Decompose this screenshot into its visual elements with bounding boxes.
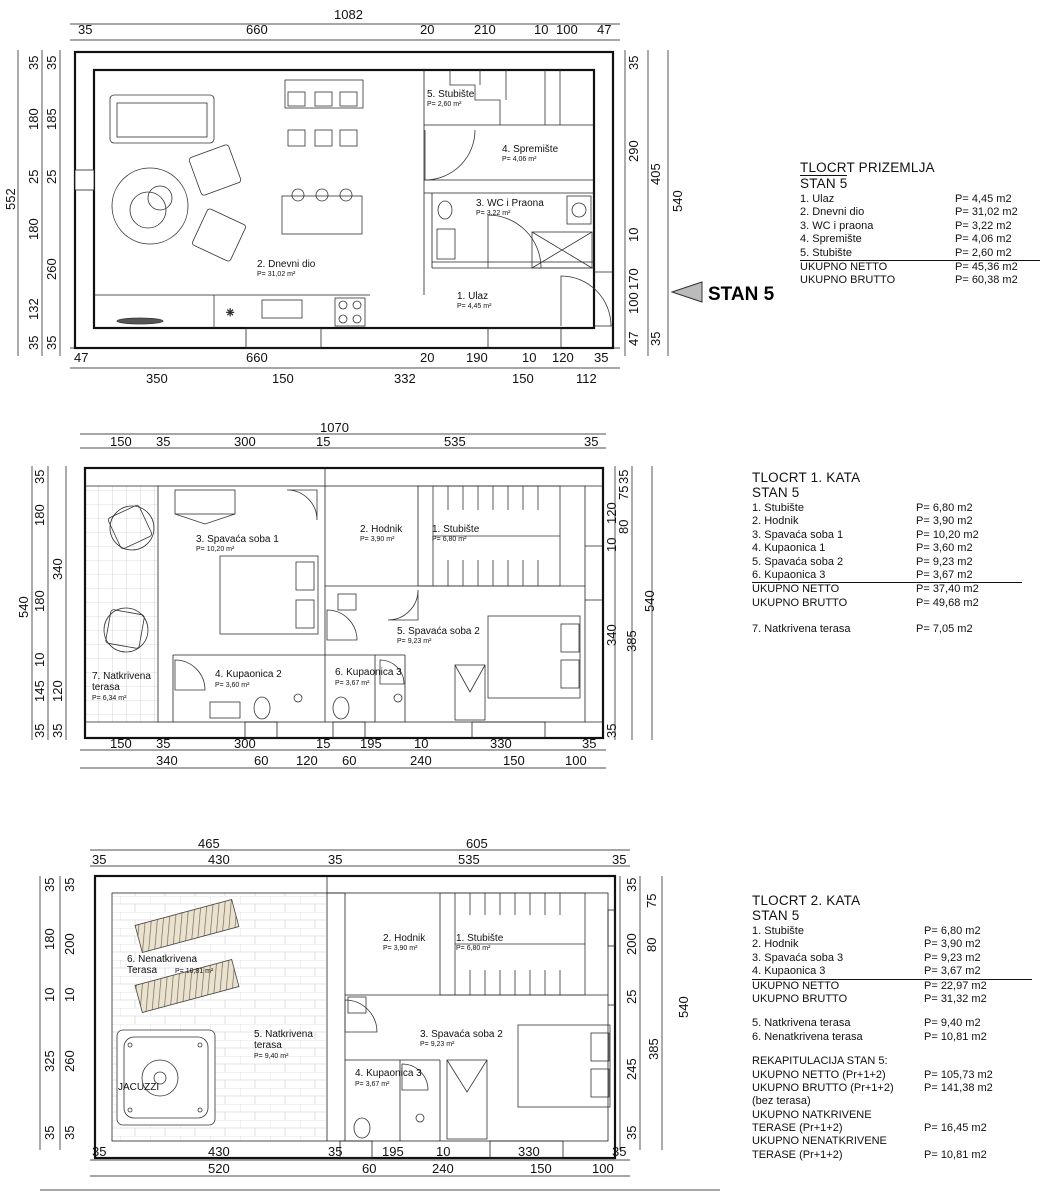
dim-text: 465 (198, 836, 220, 851)
dim-text: 10 (604, 537, 619, 552)
dim-text: 35 (44, 55, 59, 70)
dim-text: 10 (626, 227, 641, 242)
room-area: P= 4,06 m² (502, 156, 537, 163)
dim-text: 325 (42, 1050, 57, 1072)
room-area: P= 4,45 m² (457, 303, 492, 310)
dim-text: 180 (32, 590, 47, 612)
row-value: P= 9,23 m2 (924, 951, 981, 964)
dim-text: 120 (296, 753, 318, 768)
dim-text: 300 (234, 434, 256, 449)
row-value: P= 3,67 m2 (916, 568, 973, 581)
table-row (752, 1069, 1032, 1082)
row-value: P= 4,45 m2 (955, 193, 1012, 205)
row-label: 5. Stubište (800, 246, 852, 259)
table-title: TLOCRT PRIZEMLJA (800, 160, 935, 175)
room-area: P= 6,34 m² (92, 695, 127, 702)
dim-text: 150 (110, 434, 132, 449)
dim-text: 240 (432, 1161, 454, 1176)
table-row (800, 233, 1040, 246)
room-area: P= 9,23 m² (420, 1041, 455, 1048)
room-area: P= 3,90 m² (383, 945, 418, 952)
row-value: P= 49,68 m2 (916, 596, 979, 609)
table-row (752, 502, 1022, 515)
svg-text:✳: ✳ (226, 308, 235, 319)
dim-text: 1082 (334, 7, 363, 22)
row-value: P= 6,80 m2 (924, 925, 981, 937)
dim-text: 80 (616, 519, 631, 534)
dim-text: 35 (62, 877, 77, 892)
room-area: P= 3,67 m² (335, 680, 370, 687)
row-label: 7. Natkrivena terasa (752, 623, 851, 636)
row-value: P= 45,36 m2 (955, 260, 1018, 273)
row-value: P= 141,38 m2 (924, 1081, 993, 1094)
row-value: P= 105,73 m2 (924, 1068, 993, 1081)
dim-text: 35 (44, 335, 59, 350)
dim-text: 10 (32, 652, 47, 667)
table-title: TLOCRT 1. KATA (752, 470, 861, 485)
dim-text: 100 (565, 753, 587, 768)
table-row (800, 274, 1040, 287)
first-floor-plan (16, 420, 657, 768)
table-row (752, 965, 1032, 979)
dim-text: 25 (26, 169, 41, 184)
dim-text: 340 (50, 558, 65, 580)
dim-text: 540 (676, 996, 691, 1018)
row-label: 1. Ulaz (800, 193, 835, 205)
room-area: P= 6,80 m² (432, 536, 467, 543)
row-value: P= 2,60 m2 (955, 246, 1012, 259)
dim-text: 385 (624, 630, 639, 652)
dim-text: 10 (534, 22, 549, 37)
dim-text: 35 (78, 22, 93, 37)
room-name: 2. Dnevni dio (257, 259, 316, 270)
entry-arrow-icon (672, 282, 702, 302)
row-label: TERASE (Pr+1+2) (752, 1148, 843, 1161)
dim-text: 35 (582, 736, 597, 751)
room-name: 5. Stubište (427, 89, 475, 100)
table-row (752, 993, 1032, 1006)
row-label: 1. Stubište (752, 925, 804, 937)
row-label: 4. Kupaonica 1 (752, 542, 826, 555)
dim-text: 35 (26, 335, 41, 350)
dim-text: 195 (382, 1144, 404, 1159)
dim-text: 47 (74, 350, 89, 365)
row-label: UKUPNO BRUTTO (752, 596, 848, 609)
dim-text: 210 (474, 22, 496, 37)
dim-text: 200 (624, 933, 639, 955)
dim-text: 1070 (320, 420, 349, 435)
dim-text: 190 (466, 350, 488, 365)
dim-text: 120 (552, 350, 574, 365)
table-row (800, 261, 1040, 274)
room-area: P= 9,40 m² (254, 1053, 289, 1060)
dim-text: 120 (50, 680, 65, 702)
dim-text: 35 (612, 852, 627, 867)
dim-text: 660 (246, 350, 268, 365)
table-row (752, 556, 1022, 569)
room-name: 5. Spavaća soba 2 (397, 626, 480, 637)
room-name: 1. Stubište (432, 524, 480, 535)
row-value: P= 4,06 m2 (955, 233, 1012, 246)
table-row (800, 193, 1040, 206)
dim-text: 200 (62, 933, 77, 955)
dim-text: 47 (626, 331, 641, 346)
row-value: P= 10,20 m2 (916, 528, 979, 541)
dim-text: 385 (646, 1038, 661, 1060)
dim-text: 540 (642, 590, 657, 612)
dim-text: 330 (490, 736, 512, 751)
row-label: 5. Spavaća soba 2 (752, 555, 844, 568)
dim-text: 150 (503, 753, 525, 768)
entry-label: STAN 5 (708, 284, 775, 305)
room-name: 1. Stubište (456, 933, 504, 944)
dim-text: 20 (420, 350, 435, 365)
dim-text: 240 (410, 753, 432, 768)
table-row (752, 583, 1022, 596)
table-subtitle: STAN 5 (752, 485, 800, 500)
first-area-table (752, 470, 1022, 637)
dim-text: 35 (624, 1125, 639, 1140)
room-name: 4. Spremište (502, 144, 559, 155)
dim-text: 35 (612, 1144, 627, 1159)
second-stairs (440, 893, 585, 995)
dim-text: 35 (616, 469, 631, 484)
dim-text: 25 (44, 169, 59, 184)
dim-text: 605 (466, 836, 488, 851)
table-row (800, 206, 1040, 219)
room-area: P= 9,23 m² (397, 638, 432, 645)
dim-text: 100 (626, 292, 641, 314)
room-area: P= 10,20 m² (196, 546, 235, 553)
row-value: P= 10,81 m2 (924, 1030, 987, 1043)
dim-text: 15 (316, 736, 331, 751)
second-floor-plan (40, 836, 720, 1190)
dim-text: 60 (342, 753, 357, 768)
row-value: P= 7,05 m2 (916, 623, 973, 636)
row-label: UKUPNO NETTO (752, 979, 840, 992)
table-row (752, 1109, 1032, 1122)
dim-text: 10 (522, 350, 537, 365)
room-name: 6. Kupaonica 3 (335, 667, 402, 678)
row-value: P= 31,32 m2 (924, 992, 987, 1005)
dim-text: 35 (648, 331, 663, 346)
dim-text: 120 (604, 502, 619, 524)
dim-text: 405 (648, 163, 663, 185)
ground-area-table (800, 160, 1040, 288)
dim-text: 520 (208, 1161, 230, 1176)
row-label: 6. Kupaonica 3 (752, 568, 826, 581)
row-label: UKUPNO NETTO (Pr+1+2) (752, 1068, 886, 1081)
row-label: 4. Kupaonica 3 (752, 965, 826, 978)
dim-text: 35 (32, 469, 47, 484)
table-row (752, 569, 1022, 583)
room-name: 5. Natkrivena (254, 1029, 313, 1040)
row-label: UKUPNO NETTO (752, 583, 840, 596)
dim-text: 20 (420, 22, 435, 37)
dim-text: 35 (42, 877, 57, 892)
table-row (752, 925, 1032, 938)
row-label: 2. Dnevni dio (800, 206, 865, 219)
dim-text: 150 (530, 1161, 552, 1176)
row-value: P= 9,23 m2 (916, 555, 973, 568)
dim-text: 290 (626, 140, 641, 162)
row-label: 4. Spremište (800, 233, 862, 246)
table-row (752, 542, 1022, 555)
row-value: P= 31,02 m2 (955, 206, 1018, 219)
dim-text: 35 (32, 723, 47, 738)
table-row (752, 529, 1022, 542)
dim-text: 245 (624, 1058, 639, 1080)
dim-text: 35 (92, 852, 107, 867)
dim-text: 340 (604, 624, 619, 646)
dim-text: 35 (62, 1125, 77, 1140)
row-label: (bez terasa) (752, 1095, 811, 1108)
dim-text: 540 (670, 190, 685, 212)
room-name-line2: terasa (254, 1040, 282, 1051)
table-row (752, 938, 1032, 951)
room-area: P= 3,67 m² (355, 1081, 390, 1088)
dim-text: 10 (436, 1144, 451, 1159)
dim-text: 35 (42, 1125, 57, 1140)
table-row (752, 952, 1032, 965)
room-area: P= 3,22 m² (476, 210, 511, 217)
dim-text: 180 (32, 504, 47, 526)
row-label: UKUPNO BRUTTO (752, 992, 848, 1005)
table-subtitle: STAN 5 (752, 908, 800, 923)
dim-text: 80 (644, 937, 659, 952)
table-row (752, 980, 1032, 993)
dim-text: 100 (592, 1161, 614, 1176)
table-row (752, 1135, 1032, 1148)
dim-text: 35 (156, 434, 171, 449)
row-value: P= 16,45 m2 (924, 1122, 987, 1135)
dim-text: 180 (42, 928, 57, 950)
second-area-table (752, 893, 1032, 1162)
dim-text: 350 (146, 371, 168, 386)
dim-text: 10 (42, 987, 57, 1002)
dim-text: 260 (62, 1050, 77, 1072)
row-label: 3. Spavaća soba 3 (752, 951, 844, 964)
row-label: 2. Hodnik (752, 515, 799, 528)
row-value: P= 3,60 m2 (916, 542, 973, 555)
dim-text: 60 (362, 1161, 377, 1176)
dim-text: 25 (624, 989, 639, 1004)
dim-text: 430 (208, 852, 230, 867)
dim-text: 35 (604, 723, 619, 738)
dim-text: 100 (556, 22, 578, 37)
dim-text: 540 (16, 596, 31, 618)
row-value: P= 3,90 m2 (916, 515, 973, 528)
row-label: UKUPNO NETTO (800, 260, 888, 273)
dim-text: 330 (518, 1144, 540, 1159)
room-name: 7. Natkrivena (92, 671, 151, 682)
table-row (752, 1017, 1032, 1030)
table-row (800, 247, 1040, 261)
table-row (800, 220, 1040, 233)
row-value: P= 6,80 m2 (916, 502, 973, 514)
row-label: UKUPNO NENATKRIVENE (752, 1135, 887, 1148)
room-name: 2. Hodnik (383, 933, 426, 944)
dim-text: 340 (156, 753, 178, 768)
room-name: 6. Nenatkrivena (127, 954, 198, 965)
table-row (752, 597, 1022, 610)
dim-text: 660 (246, 22, 268, 37)
dim-text: 10 (62, 987, 77, 1002)
table-row (752, 1149, 1032, 1162)
row-label: REKAPITULACIJA STAN 5: (752, 1055, 888, 1068)
row-value: P= 22,97 m2 (924, 979, 987, 992)
dim-text: 150 (272, 371, 294, 386)
table-row (752, 623, 1022, 636)
table-row (752, 1122, 1032, 1135)
table-subtitle: STAN 5 (800, 176, 848, 191)
dim-text: 300 (234, 736, 256, 751)
dim-text: 15 (316, 434, 331, 449)
dim-text: 112 (576, 371, 597, 386)
dim-text: 10 (414, 736, 429, 751)
room-area: P= 3,60 m² (215, 682, 250, 689)
row-label: 5. Natkrivena terasa (752, 1017, 851, 1030)
row-value: P= 37,40 m2 (916, 583, 979, 596)
table-row (752, 515, 1022, 528)
dim-text: 145 (32, 680, 47, 702)
dim-text: 185 (44, 108, 59, 130)
room-area: P= 3,90 m² (360, 536, 395, 543)
dim-text: 535 (458, 852, 480, 867)
dim-text: 132 (26, 298, 41, 320)
table-row (752, 1055, 1032, 1068)
row-label: 3. WC i praona (800, 219, 874, 232)
row-value: P= 10,81 m2 (924, 1148, 987, 1161)
row-value: P= 60,38 m2 (955, 274, 1018, 287)
row-value: P= 9,40 m2 (924, 1017, 981, 1030)
table-title: TLOCRT 2. KATA (752, 893, 861, 908)
dim-text: 35 (92, 1144, 107, 1159)
row-label: 1. Stubište (752, 502, 804, 514)
room-name: 1. Ulaz (457, 291, 489, 302)
dim-text: 430 (208, 1144, 230, 1159)
dim-text: 60 (254, 753, 269, 768)
room-area: P= 2,60 m² (427, 101, 462, 108)
room-name: 3. Spavaća soba 1 (196, 534, 279, 545)
table-row (752, 1031, 1032, 1044)
room-name: 3. Spavaća soba 2 (420, 1029, 503, 1040)
ground-dimension-texts (3, 7, 685, 386)
dim-text: 332 (394, 371, 416, 386)
room-name-line2: Terasa (127, 965, 158, 976)
dim-text: 35 (624, 877, 639, 892)
dim-text: 47 (597, 22, 612, 37)
dim-text: 35 (328, 852, 343, 867)
dim-text: 180 (26, 218, 41, 240)
table-row (752, 1082, 1032, 1095)
room-name: 3. WC i Praona (476, 198, 544, 209)
row-label: UKUPNO NATKRIVENE (752, 1108, 872, 1121)
dim-text: 35 (50, 723, 65, 738)
room-name: 4. Kupaonica 3 (355, 1068, 422, 1079)
jacuzzi-label: JACUZZI (118, 1082, 160, 1093)
dim-text: 75 (644, 893, 659, 908)
dim-text: 35 (26, 55, 41, 70)
dim-text: 35 (594, 350, 609, 365)
dim-text: 35 (626, 55, 641, 70)
dim-text: 180 (26, 108, 41, 130)
table-row (752, 1095, 1032, 1108)
dim-text: 552 (3, 188, 18, 210)
room-area: P= 10,81 m² (175, 968, 214, 975)
dim-text: 35 (156, 736, 171, 751)
row-label: 2. Hodnik (752, 938, 799, 951)
dim-text: 150 (110, 736, 132, 751)
row-label: UKUPNO BRUTTO (Pr+1+2) (752, 1081, 894, 1094)
row-label: TERASE (Pr+1+2) (752, 1122, 843, 1135)
dim-text: 75 (616, 485, 631, 500)
room-name: 4. Kupaonica 2 (215, 669, 282, 680)
room-name-line2: terasa (92, 682, 120, 693)
row-label: 3. Spavaća soba 1 (752, 528, 844, 541)
room-area: P= 31,02 m² (257, 271, 296, 278)
dim-text: 195 (360, 736, 382, 751)
dim-text: 260 (44, 258, 59, 280)
dim-text: 35 (584, 434, 599, 449)
room-name: 2. Hodnik (360, 524, 403, 535)
dim-text: 150 (512, 371, 534, 386)
row-value: P= 3,90 m2 (924, 938, 981, 951)
dim-text: 170 (626, 268, 641, 290)
row-value: P= 3,22 m2 (955, 219, 1012, 232)
row-value: P= 3,67 m2 (924, 965, 981, 978)
dim-text: 35 (328, 1144, 343, 1159)
dim-text: 535 (444, 434, 466, 449)
room-area: P= 6,80 m² (456, 945, 491, 952)
row-label: 6. Nenatkrivena terasa (752, 1030, 863, 1043)
row-label: UKUPNO BRUTTO (800, 274, 896, 287)
ground-floor-plan (3, 7, 775, 386)
